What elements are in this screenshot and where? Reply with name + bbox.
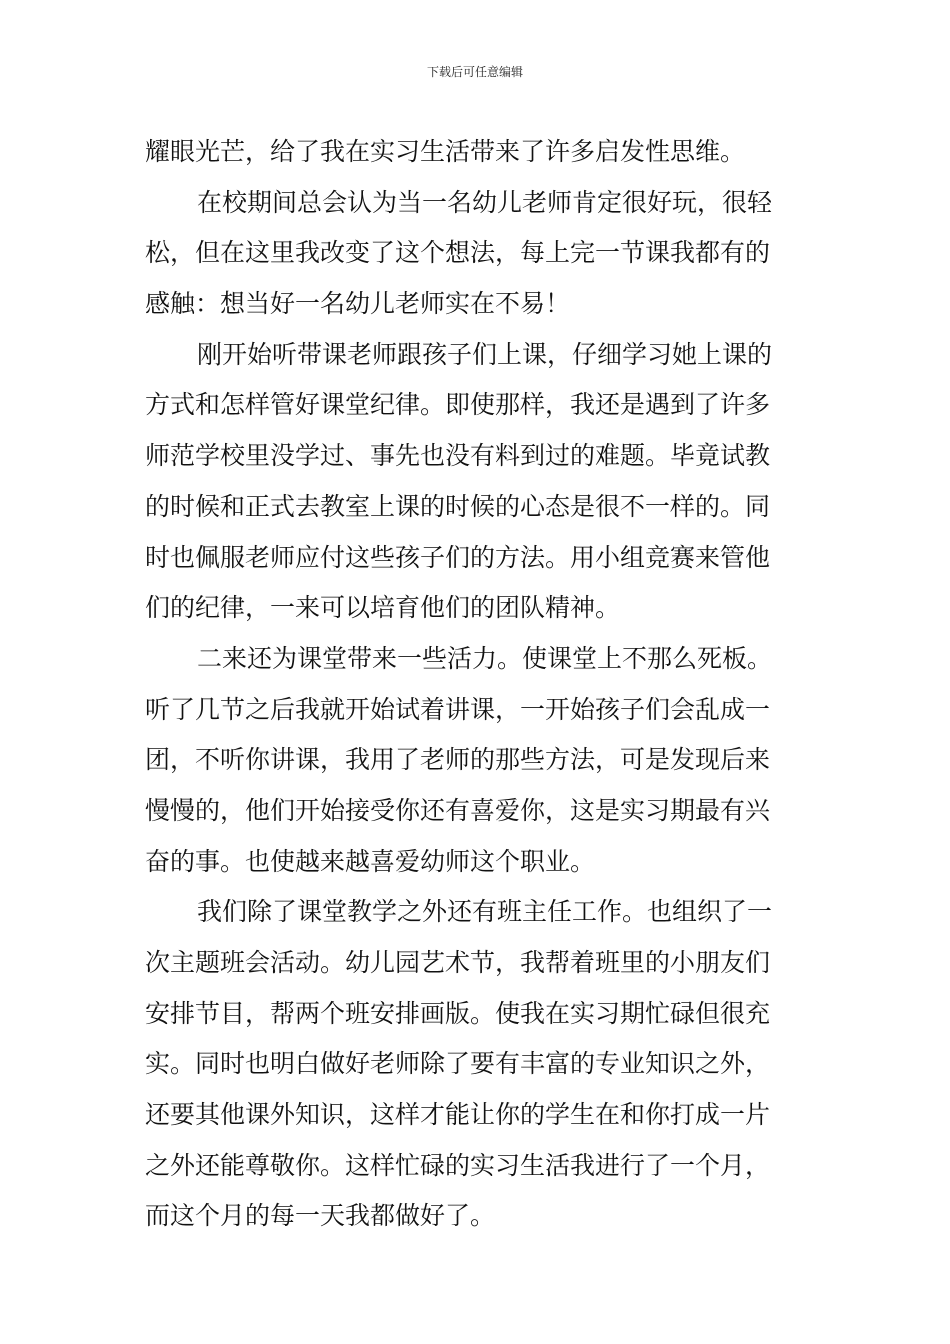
text-line: 慢慢的，他们开始接受你还有喜爱你，这是实习期最有兴 — [145, 795, 771, 825]
text-line: 的时候和正式去教室上课的时候的心态是很不一样的。同 — [145, 491, 771, 521]
text-line: 师范学校里没学过、事先也没有料到过的难题。毕竟试教 — [145, 441, 771, 471]
text-line: 二来还为课堂带来一些活力。使课堂上不那么死板。 — [197, 643, 773, 673]
text-line: 感触：想当好一名幼儿老师实在不易！ — [145, 289, 571, 319]
text-line: 耀眼光芒，给了我在实习生活带来了许多启发性思维。 — [145, 137, 746, 166]
text-line: 安排节目，帮两个班安排画版。使我在实习期忙碌但很充 — [145, 998, 771, 1028]
page-header: 下载后可任意编辑 — [426, 65, 523, 79]
text-line: 我们除了课堂教学之外还有班主任工作。也组织了一 — [197, 897, 773, 927]
text-line: 次主题班会活动。幼儿园艺术节，我帮着班里的小朋友们 — [145, 948, 771, 977]
text-line: 之外还能尊敬你。这样忙碌的实习生活我进行了一个月， — [145, 1150, 771, 1180]
text-line: 还要其他课外知识，这样才能让你的学生在和你打成一片 — [145, 1100, 771, 1130]
text-line: 听了几节之后我就开始试着讲课，一开始孩子们会乱成一 — [145, 694, 771, 724]
text-line: 松，但在这里我改变了这个想法，每上完一节课我都有的 — [145, 238, 771, 268]
text-line: 实。同时也明白做好老师除了要有丰富的专业知识之外， — [145, 1049, 771, 1079]
text-line: 在校期间总会认为当一名幼儿老师肯定很好玩，很轻 — [197, 187, 773, 217]
text-line: 方式和怎样管好课堂纪律。即使那样，我还是遇到了许多 — [145, 390, 771, 420]
text-line: 奋的事。也使越来越喜爱幼师这个职业。 — [145, 846, 596, 876]
text-line: 团，不听你讲课，我用了老师的那些方法，可是发现后来 — [145, 745, 771, 775]
text-line: 们的纪律，一来可以培育他们的团队精神。 — [145, 593, 621, 623]
text-line: 而这个月的每一天我都做好了。 — [145, 1201, 496, 1231]
text-line: 时也佩服老师应付这些孩子们的方法。用小组竞赛来管他 — [145, 542, 771, 572]
text-line: 刚开始听带课老师跟孩子们上课，仔细学习她上课的 — [197, 339, 773, 369]
document-body — [145, 127, 807, 1242]
